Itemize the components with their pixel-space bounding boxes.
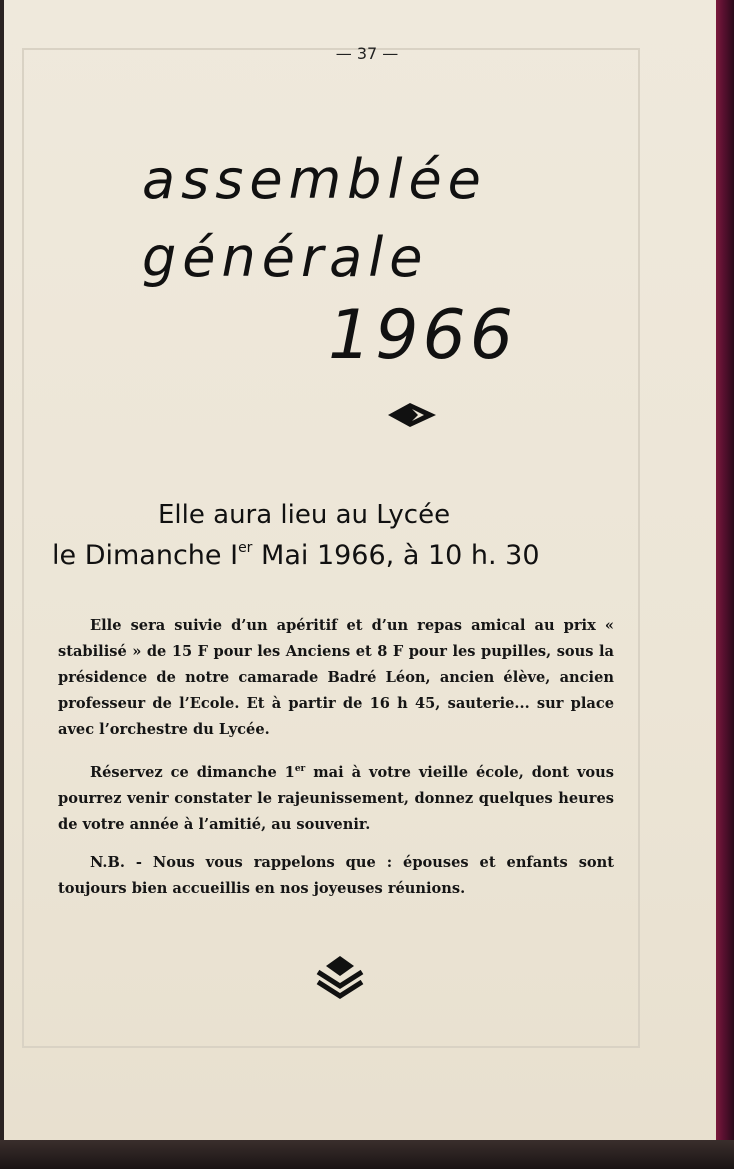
- title-line-assemblee: assemblée: [142, 148, 487, 211]
- paragraph-reserve-suffix: mai à votre vieille école, dont vous pourrez venir constater le rajeunissement, donnez quelques heures de votre année à l’amitié, au souvenir.: [58, 763, 614, 833]
- paragraph-note: N.B. - Nous vous rappelons que : épouses et enfants sont toujours bien accueillis en nos joyeuses réunions.: [58, 854, 614, 897]
- venue-date-superscript: er: [238, 540, 253, 556]
- paragraph-reserve: [58, 756, 614, 838]
- chevron-ornament-icon: [314, 954, 366, 1002]
- book-binding-edge: [716, 0, 734, 1169]
- venue-date-prefix: le Dimanche I: [52, 540, 239, 571]
- venue-line-1: Elle aura lieu au Lycée: [158, 500, 451, 530]
- paragraph-reserve-superscript: er: [294, 764, 306, 774]
- diamond-ornament-icon: [386, 400, 438, 430]
- title-line-generale: générale: [142, 226, 429, 289]
- scan-bottom-edge: [0, 1140, 734, 1169]
- venue-date-suffix: Mai 1966, à 10 h. 30: [252, 540, 540, 571]
- title-line-year: 1966: [328, 296, 518, 375]
- paragraph-meal: Elle sera suivie d’un apéritif et d’un repas amical au prix « stabilisé » de 15 F pour les Anciens et 8 F pour les pupilles, sous la présidence de notre camarade Badré Léon, ancien élève, ancien professeur de l’Ecole. Et à partir de 16 h 45, sauterie... sur place avec l’orchestre du Lycée.: [58, 617, 614, 738]
- venue-line-2: [52, 540, 540, 571]
- page-number: — 37 —: [335, 44, 399, 63]
- paragraph-reserve-prefix: Réservez ce dimanche 1: [90, 763, 295, 781]
